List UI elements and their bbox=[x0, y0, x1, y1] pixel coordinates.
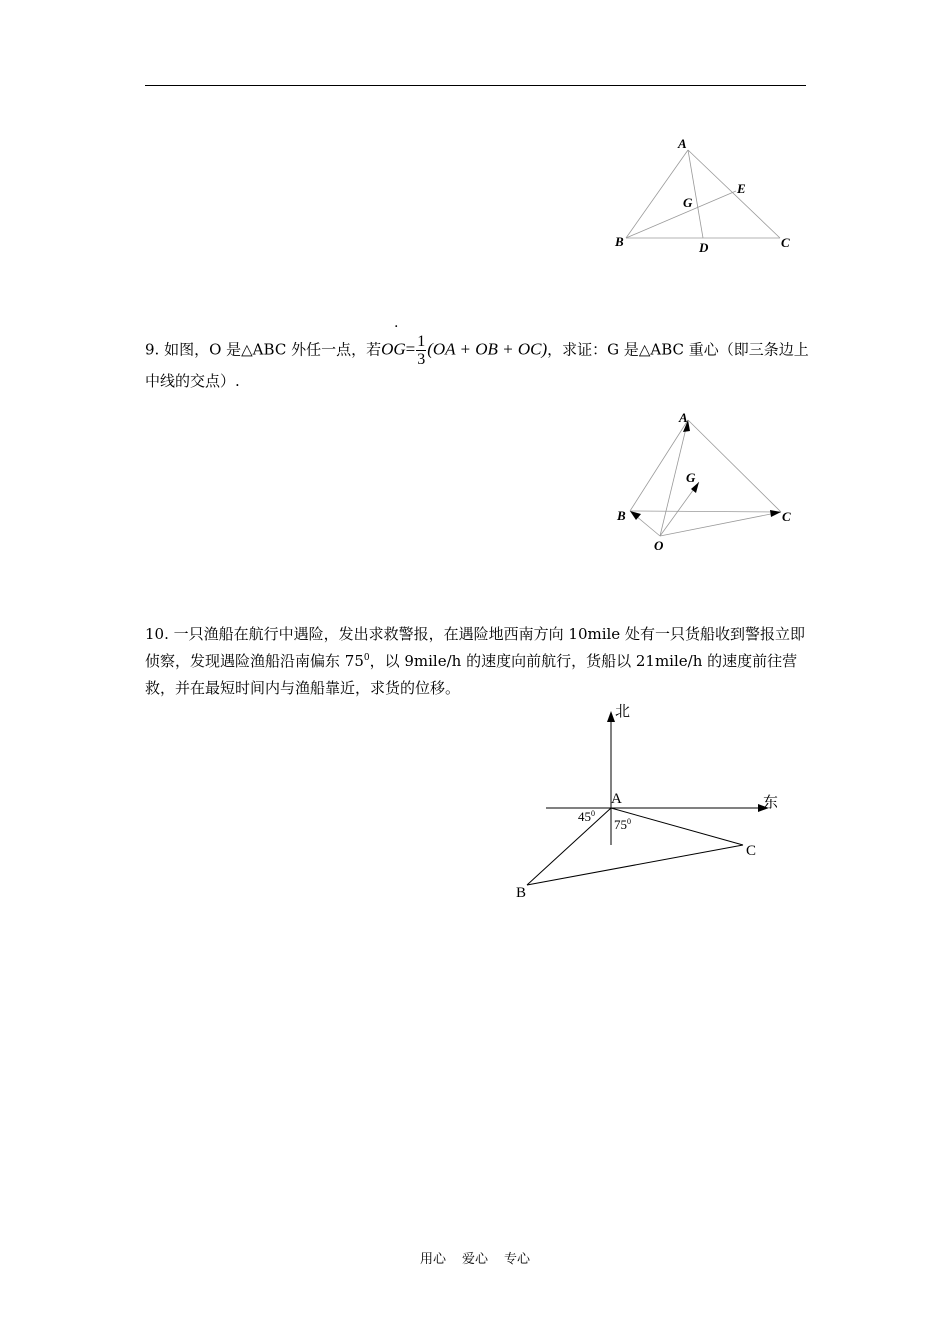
label-b: B bbox=[617, 508, 626, 523]
formula-fraction bbox=[416, 333, 426, 368]
edge-bc bbox=[630, 511, 781, 512]
label-a: A bbox=[679, 410, 688, 425]
label-d: D bbox=[699, 240, 709, 255]
label-c: C bbox=[781, 235, 790, 250]
label-o: O bbox=[654, 538, 664, 553]
vector-oc bbox=[660, 512, 781, 536]
fraction-numerator: 1 bbox=[417, 333, 426, 350]
problem-9 bbox=[145, 333, 810, 395]
label-c: C bbox=[782, 509, 791, 524]
header-rule bbox=[145, 85, 806, 86]
problem-9-number: 9 bbox=[145, 340, 155, 359]
footer-item-1: 用心 bbox=[419, 1252, 446, 1267]
label-a: A bbox=[678, 136, 687, 151]
point-c-label: C bbox=[746, 843, 757, 859]
formula-lhs: OG bbox=[381, 339, 406, 359]
footer-item-2: 爱心 bbox=[461, 1252, 488, 1267]
point-b-label: B bbox=[516, 885, 527, 901]
point-a-label: A bbox=[611, 791, 622, 807]
edge-ac bbox=[688, 420, 781, 512]
formula-eq: = bbox=[405, 339, 416, 359]
label-e: E bbox=[737, 181, 746, 196]
degree-superscript: 0 bbox=[363, 653, 370, 663]
label-g: G bbox=[683, 195, 693, 210]
north-label: 北 bbox=[615, 704, 631, 720]
segment-bc bbox=[527, 845, 743, 885]
arrowhead-c bbox=[770, 510, 781, 517]
east-label: 东 bbox=[763, 795, 779, 811]
figure-navigation bbox=[505, 700, 795, 905]
angle-75-label: $75^0$ bbox=[614, 817, 631, 832]
formula-rhs: (OA + OB + OC) bbox=[427, 339, 548, 359]
angle-45-label: $45^0$ bbox=[578, 809, 595, 824]
problem-10-text-2: ，以 9mile/h 的速度向前航行，货船以 21mile/h 的速度前往营救，并在最短时间内与渔船靠近，求货的位移。 bbox=[145, 652, 798, 697]
problem-9-text-before: . 如图，O 是△ABC 外任一点，若 bbox=[154, 340, 382, 359]
fraction-denominator: 3 bbox=[417, 351, 426, 368]
problem-9-text-after: ，求证：G 是△ABC 重心（即三条边上中线的交点）. bbox=[145, 340, 809, 390]
north-arrowhead bbox=[607, 711, 615, 722]
edge-ac bbox=[688, 150, 780, 238]
segment-ab bbox=[527, 808, 611, 885]
problem-10-number: 10 bbox=[145, 625, 165, 643]
problem-10-text-1: . 一只渔船在航行中遇险，发出求救警报，在遇险地西南方向 10mile 处有一只货船收到警报立即侦察，发现遇险渔船沿南偏东 75 bbox=[145, 625, 805, 670]
median-ad bbox=[688, 150, 703, 238]
edge-ab bbox=[630, 420, 688, 511]
label-g: G bbox=[686, 470, 696, 485]
figure-centroid-vectors bbox=[600, 405, 810, 555]
footer-item-3: 专心 bbox=[504, 1252, 531, 1267]
label-b: B bbox=[615, 234, 624, 249]
stray-dot: . bbox=[394, 315, 399, 331]
page-footer bbox=[0, 1248, 950, 1267]
figure-triangle-medians bbox=[600, 130, 810, 260]
vector-oa bbox=[660, 420, 688, 536]
problem-10 bbox=[145, 621, 810, 702]
segment-ac bbox=[611, 808, 743, 845]
